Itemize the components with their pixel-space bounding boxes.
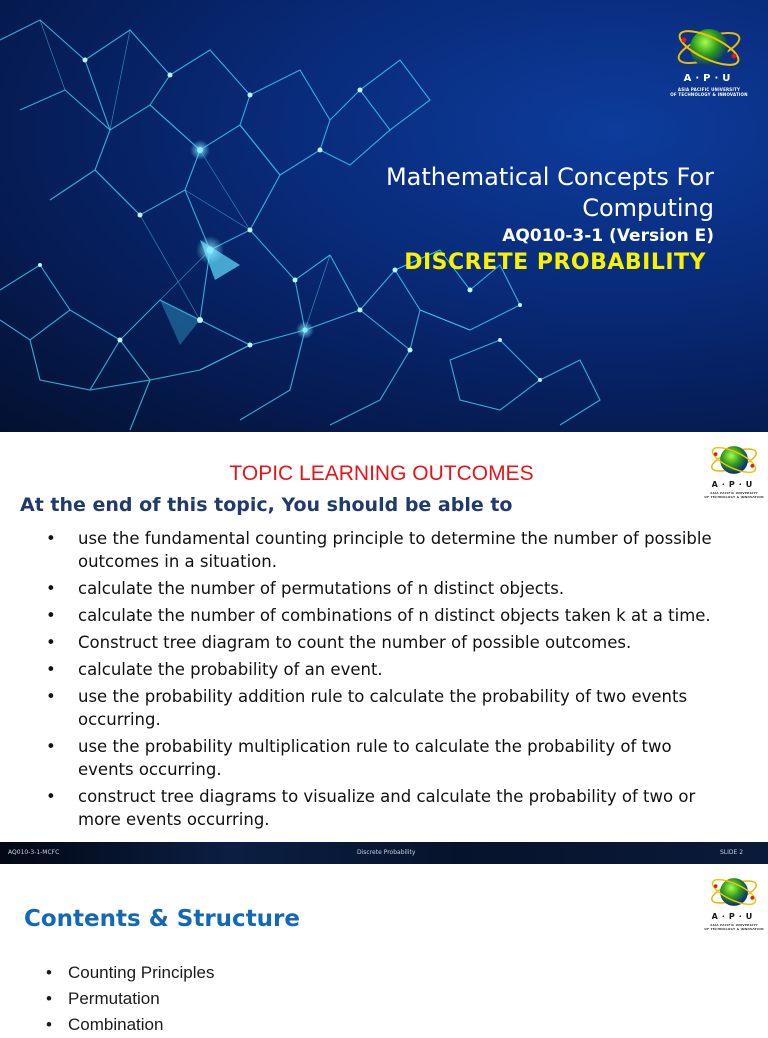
bullet-icon: • — [46, 989, 52, 1008]
title-slide — [0, 0, 768, 432]
bullet-icon: • — [46, 579, 56, 598]
footer-course-code: AQ010-3-1-MCFC — [8, 849, 60, 856]
contents-heading: Contents & Structure — [24, 906, 300, 932]
list-item — [46, 735, 726, 781]
bullet-icon: • — [46, 660, 56, 679]
course-title: Mathematical Concepts For Computing — [385, 163, 714, 222]
list-item — [46, 604, 726, 627]
course-code: AQ010-3-1 (Version E) — [502, 226, 714, 246]
list-item — [46, 1012, 214, 1038]
list-item — [46, 785, 726, 831]
topic-title: DISCRETE PROBABILITY — [404, 250, 706, 275]
apu-globe-icon — [668, 18, 750, 78]
list-item — [46, 658, 726, 681]
contents-item-text: Permutation — [68, 989, 160, 1008]
logo-letters: A·P·U — [711, 480, 757, 489]
footer-topic: Discrete Probability — [357, 849, 416, 856]
apu-globe-icon — [703, 870, 765, 914]
outcome-text: Construct tree diagram to count the number of possible outcomes. — [78, 633, 632, 652]
list-item — [46, 577, 726, 600]
bullet-icon: • — [46, 606, 56, 625]
contents-list — [46, 960, 214, 1038]
list-item — [46, 986, 214, 1012]
bullet-icon: • — [46, 1015, 52, 1034]
slide-footer — [0, 842, 768, 864]
logo-university-name: ASIA PACIFIC UNIVERSITY — [677, 87, 741, 92]
logo-letters: A·P·U — [683, 73, 735, 84]
bullet-icon: • — [46, 687, 56, 706]
outcome-text: calculate the number of permutations of n distinct objects. — [78, 579, 565, 598]
logo-letters: A·P·U — [711, 912, 757, 921]
outcome-text: construct tree diagrams to visualize and calculate the probability of two or more events occurring. — [78, 787, 696, 829]
contents-item-text: Counting Principles — [68, 963, 215, 982]
bullet-icon: • — [46, 633, 56, 652]
outcome-text: calculate the number of combinations of n distinct objects taken k at a time. — [78, 606, 711, 625]
logo-tagline: OF TECHNOLOGY & INNOVATION — [670, 92, 748, 97]
learning-outcomes-slide — [0, 432, 768, 864]
bullet-icon: • — [46, 963, 52, 982]
outcomes-heading: TOPIC LEARNING OUTCOMES — [229, 462, 534, 485]
apu-logo — [703, 870, 765, 930]
bullet-icon: • — [46, 737, 56, 756]
logo-tagline: OF TECHNOLOGY & INNOVATION — [704, 495, 764, 499]
logo-tagline: OF TECHNOLOGY & INNOVATION — [704, 927, 764, 931]
outcomes-intro: At the end of this topic, You should be able to — [20, 494, 513, 516]
list-item — [46, 631, 726, 654]
outcome-text: use the probability multiplication rule to calculate the probability of two events occurring. — [78, 737, 672, 779]
contents-slide — [0, 864, 768, 1034]
outcome-text: calculate the probability of an event. — [78, 660, 383, 679]
outcomes-list — [46, 527, 726, 835]
bullet-icon: • — [46, 787, 56, 806]
footer-slide-number: SLIDE 2 — [720, 849, 744, 856]
logo-university-name: ASIA PACIFIC UNIVERSITY — [710, 923, 758, 927]
list-item — [46, 685, 726, 731]
logo-university-name: ASIA PACIFIC UNIVERSITY — [710, 491, 758, 495]
bullet-icon: • — [46, 529, 56, 548]
list-item — [46, 527, 726, 573]
apu-logo — [668, 18, 750, 98]
outcome-text: use the probability addition rule to calculate the probability of two events occurring. — [78, 687, 688, 729]
list-item — [46, 960, 214, 986]
outcome-text: use the fundamental counting principle to determine the number of possible outcomes in a situation. — [78, 529, 712, 571]
contents-item-text: Combination — [68, 1015, 164, 1034]
